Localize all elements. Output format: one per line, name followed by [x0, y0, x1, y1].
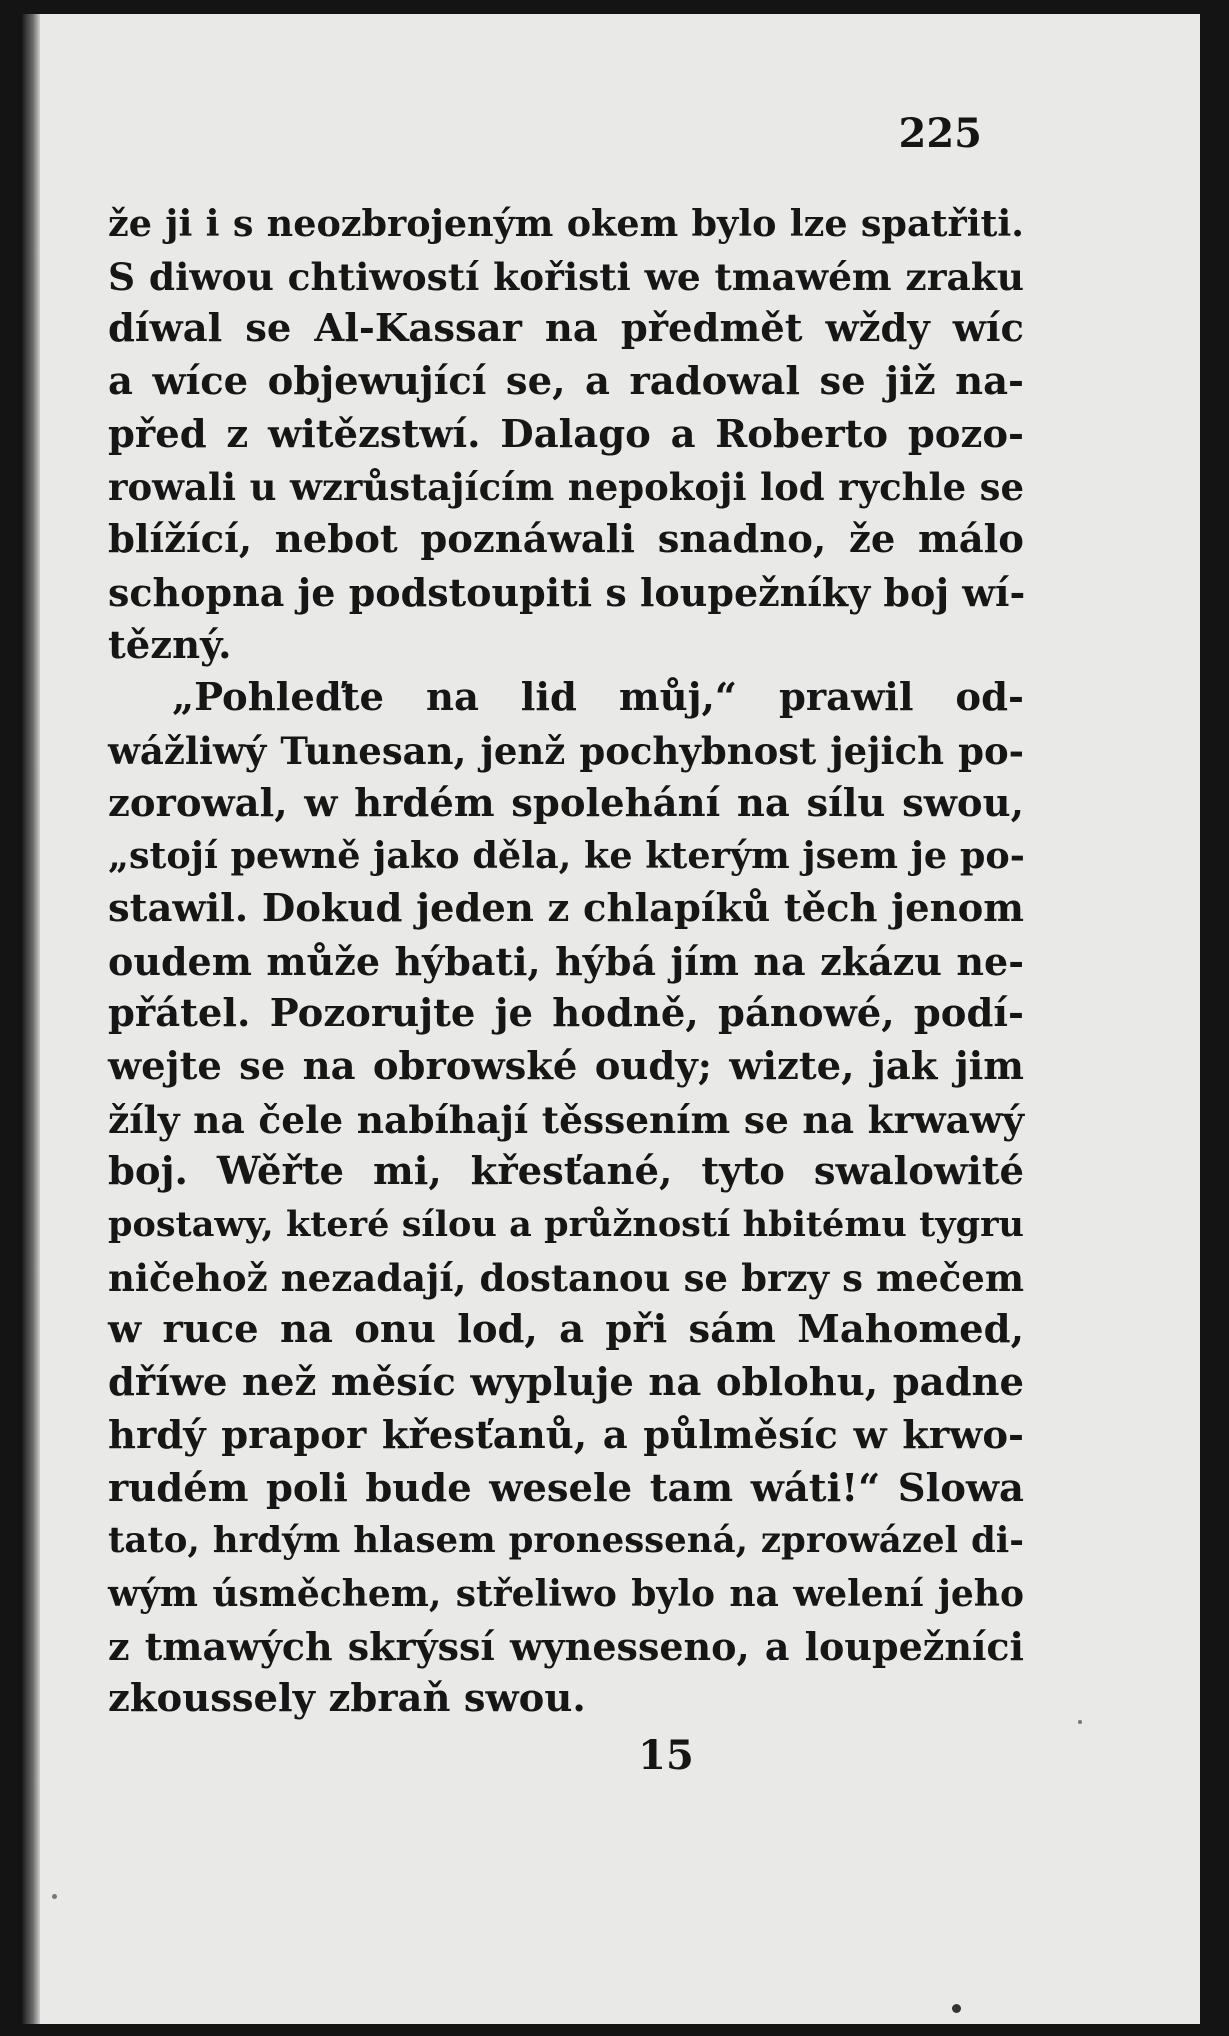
text-line: rowali u wzrůstajícím nepokoji lod rychle se [108, 465, 1024, 510]
signature-mark: 15 [638, 1732, 694, 1779]
paper-speck [52, 1894, 57, 1899]
text-line: wejte se na obrowské oudy; wizte, jak jim [108, 1044, 1024, 1089]
text-line: „Pohleďte na lid můj,“ prawil od- [172, 675, 1024, 721]
text-line: že ji i s neozbrojeným okem bylo lze spatřiti. [108, 202, 1024, 245]
text-line: stawil. Dokud jeden z chlapíků těch jenom [108, 885, 1024, 931]
text-line: hrdý prapor křesťanů, a půlměsíc w krwo- [108, 1412, 1024, 1458]
book-page [22, 14, 1200, 2024]
text-line: díwal se Al-Kassar na předmět wždy wíc [108, 306, 1024, 352]
text-line: S diwou chtiwostí kořisti we tmawém zraku [108, 254, 1024, 299]
text-line: žíly na čele nabíhají těssením se na krwawý [108, 1097, 1024, 1142]
text-line: přátel. Pozorujte je hodně, pánowé, podí- [108, 991, 1024, 1037]
text-line: ničehož nezadají, dostanou se brzy s mečem [108, 1255, 1024, 1300]
text-line: „stojí pewně jako děla, ke kterým jsem je po- [108, 834, 1025, 878]
text-line: wážliwý Tunesan, jenž pochybnost jejich po- [108, 728, 1024, 773]
paper-speck [1078, 1720, 1082, 1724]
text-line: oudem může hýbati, hýbá jím na zkázu ne- [108, 938, 1024, 984]
text-line: dříwe než měsíc wypluje na oblohu, padne [108, 1360, 1024, 1406]
text-line: boj. Wěřte mi, křesťané, tyto swalowité [108, 1149, 1024, 1195]
text-line: zkoussely zbraň swou. [108, 1676, 586, 1722]
paper-speck [952, 2004, 961, 2013]
text-line: schopna je podstoupiti s loupežníky boj wí- [108, 569, 1026, 615]
page-spine-shadow [22, 14, 40, 2024]
text-line: rudém poli bude wesele tam wáti!“ Slowa [108, 1465, 1024, 1511]
text-line: blížící, nebot poznáwali snadno, že málo [108, 517, 1024, 563]
text-line: wým úsměchem, střeliwo bylo na welení jeho [108, 1572, 1024, 1615]
text-line: z tmawých skrýssí wynesseno, a loupežníci [108, 1623, 1024, 1669]
text-line: w ruce na onu lod, a při sám Mahomed, [108, 1307, 1024, 1353]
page-number: 225 [898, 110, 982, 157]
body-text [108, 198, 1024, 1726]
text-line: postawy, které sílou a průžností hbitému tygru [108, 1204, 1024, 1246]
text-line: před z witězstwí. Dalago a Roberto pozo- [108, 411, 1024, 457]
text-line: a wíce objewující se, a radowal se již na- [108, 359, 1024, 405]
text-line: tězný. [108, 622, 232, 668]
text-line: tato, hrdým hlasem pronessená, zprowázel di- [108, 1520, 1024, 1562]
text-line: zorowal, w hrdém spolehání na sílu swou, [108, 780, 1024, 826]
